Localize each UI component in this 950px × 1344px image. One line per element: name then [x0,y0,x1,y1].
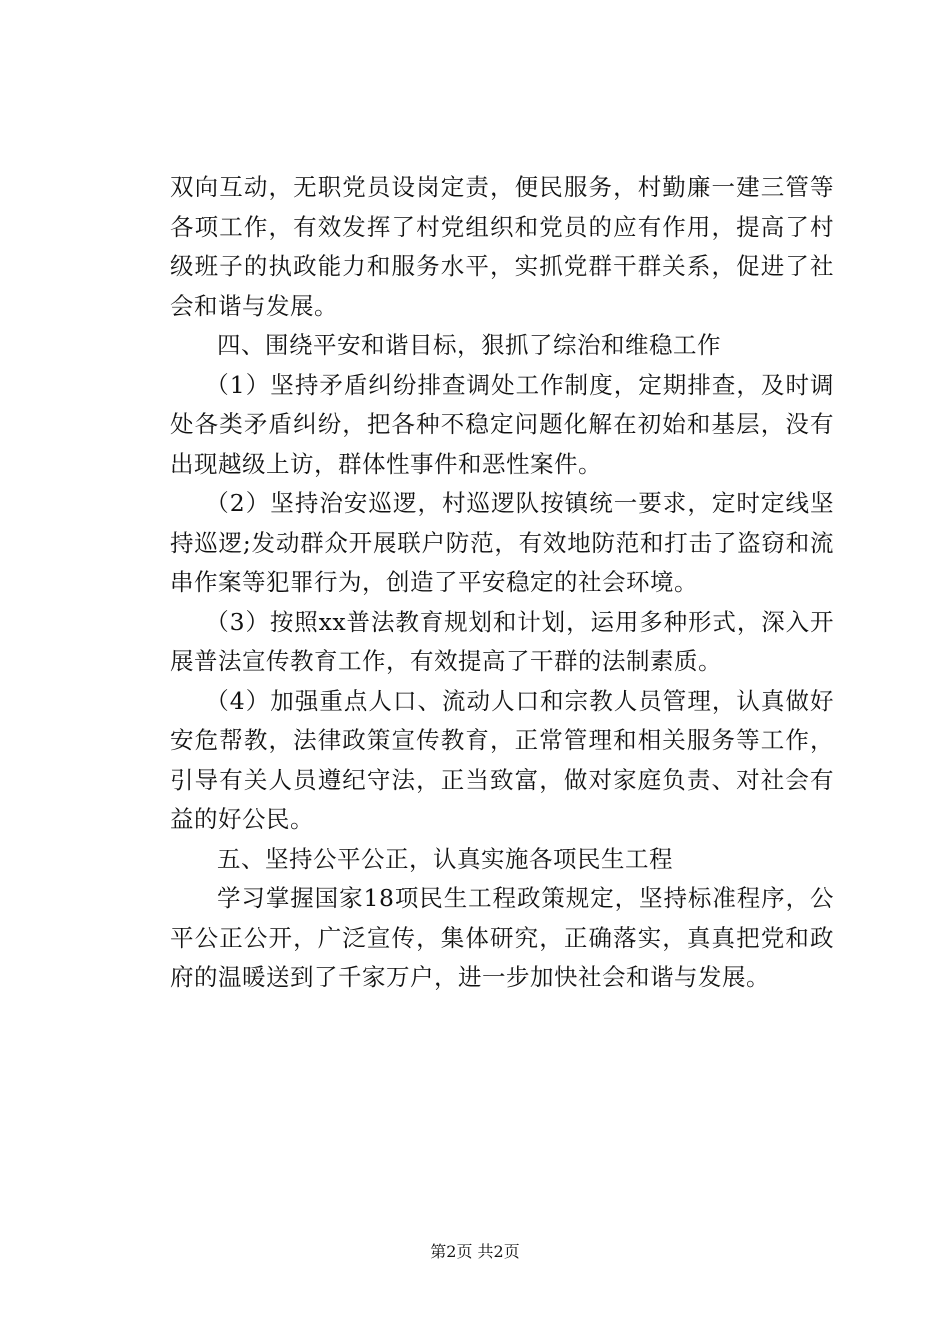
section-heading-four: 四、围绕平安和谐目标，狠抓了综治和维稳工作 [217,331,721,359]
paragraph-continuation: 双向互动，无职党员设岗定责，便民服务，村勤廉一建三管等各项工作，有效发挥了村党组织和党员的应有作用，提高了村级班子的执政能力和服务水平，实抓党群干群关系，促进了社会和谐与发展。 [170,173,834,320]
paragraph-item-1: （1）坚持矛盾纠纷排查调处工作制度，定期排查，及时调处各类矛盾纠纷，把各种不稳定问题化解在初始和基层，没有出现越级上访，群体性事件和恶性案件。 [170,370,834,478]
paragraph-item-2: （2）坚持治安巡逻，村巡逻队按镇统一要求，定时定线坚持巡逻;发动群众开展联户防范，有效地防范和打击了盗窃和流串作案等犯罪行为，创造了平安稳定的社会环境。 [170,489,834,596]
paragraph-livelihood: 学习掌握国家18项民生工程政策规定，坚持标准程序，公平公正公开，广泛宣传，集体研究，正确落实，真真把党和政府的温暖送到了千家万户，进一步加快社会和谐与发展。 [170,884,834,991]
paragraph-item-3: （3）按照xx普法教育规划和计划，运用多种形式，深入开展普法宣传教育工作，有效提高了干群的法制素质。 [170,607,834,675]
document-body [170,168,834,998]
section-heading-five: 五、坚持公平公正，认真实施各项民生工程 [217,844,673,873]
page-number-footer: 第2页 共2页 [430,1242,520,1261]
paragraph-item-4: （4）加强重点人口、流动人口和宗教人员管理，认真做好安危帮教，法律政策宣传教育，正常管理和相关服务等工作，引导有关人员遵纪守法，正当致富，做对家庭负责、对社会有益的好公民。 [170,686,834,833]
